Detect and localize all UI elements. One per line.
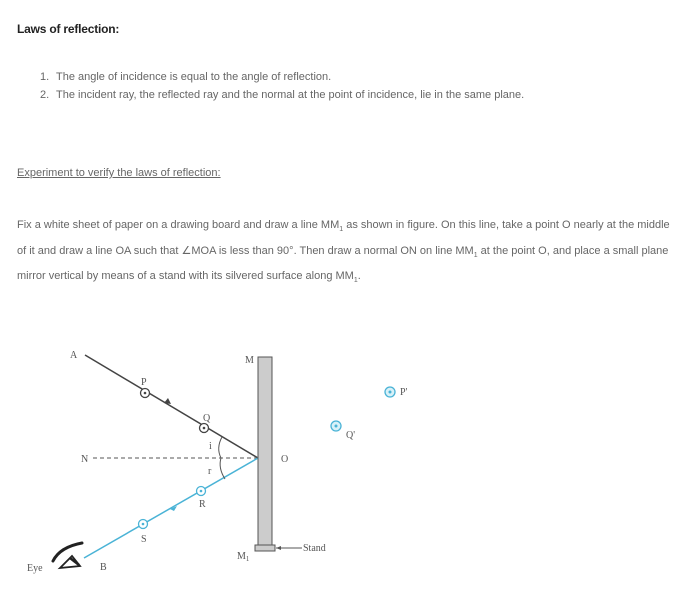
reflected-ray xyxy=(84,458,258,558)
law-item xyxy=(40,68,676,86)
image-p-dot xyxy=(389,391,392,394)
angle-i-arc xyxy=(219,437,222,458)
law-text: The angle of incidence is equal to the angle of reflection. xyxy=(56,71,332,83)
label-i: i xyxy=(209,441,212,452)
image-q-dot xyxy=(335,425,338,428)
para-text: as shown in figure. On this line, take a point O nearly at the middle of it and draw a line OA such that ∠MOA is less than 90°. Then draw a normal ON on line MM xyxy=(17,219,670,257)
law-number: 2. xyxy=(40,89,50,101)
label-r: r xyxy=(208,466,212,477)
label-p-image: P' xyxy=(400,387,408,398)
laws-list xyxy=(40,68,676,104)
experiment-paragraph xyxy=(17,215,677,292)
law-number: 1. xyxy=(40,71,50,83)
label-o: O xyxy=(281,454,289,465)
incident-ray xyxy=(85,355,258,458)
label-q: Q xyxy=(203,413,211,424)
subscript: 1 xyxy=(473,251,478,259)
subscript: 1 xyxy=(339,226,344,234)
pin-p-dot xyxy=(144,392,147,395)
pin-r-dot xyxy=(200,490,203,493)
para-text: at the point O, and place a small plane mirror vertical by means of a stand with its silvered surface along MM xyxy=(17,244,669,283)
label-r-pin: R xyxy=(199,499,206,510)
mirror xyxy=(258,357,272,549)
label-m: M xyxy=(245,355,254,366)
label-n: N xyxy=(81,454,89,465)
pin-q-dot xyxy=(203,427,206,430)
arrow-icon xyxy=(164,398,171,404)
section-heading: Laws of reflection: xyxy=(17,22,120,36)
para-text: Fix a white sheet of paper on a drawing board and draw a line MM xyxy=(17,219,340,231)
para-text: . xyxy=(357,270,361,283)
law-text: The incident ray, the reflected ray and the normal at the point of incidence, lie in the same plane. xyxy=(56,89,525,101)
label-m1: $M_1$ xyxy=(237,551,250,563)
angle-r-arc xyxy=(220,458,225,479)
label-q-image: Q' xyxy=(346,430,356,441)
experiment-link[interactable]: Experiment to verify the laws of reflection: xyxy=(17,167,221,179)
mirror-stand xyxy=(255,545,275,551)
label-eye: Eye xyxy=(27,563,43,574)
arrow-icon xyxy=(276,546,281,550)
label-b: B xyxy=(100,562,107,573)
label-s: S xyxy=(141,534,147,545)
eye-icon xyxy=(53,543,82,568)
subscript: 1 xyxy=(353,277,358,285)
law-item xyxy=(40,86,676,104)
pin-s-dot xyxy=(142,523,145,526)
label-a: A xyxy=(70,350,78,361)
label-p: P xyxy=(141,377,147,388)
label-stand: Stand xyxy=(303,543,326,554)
reflection-diagram xyxy=(0,330,699,599)
